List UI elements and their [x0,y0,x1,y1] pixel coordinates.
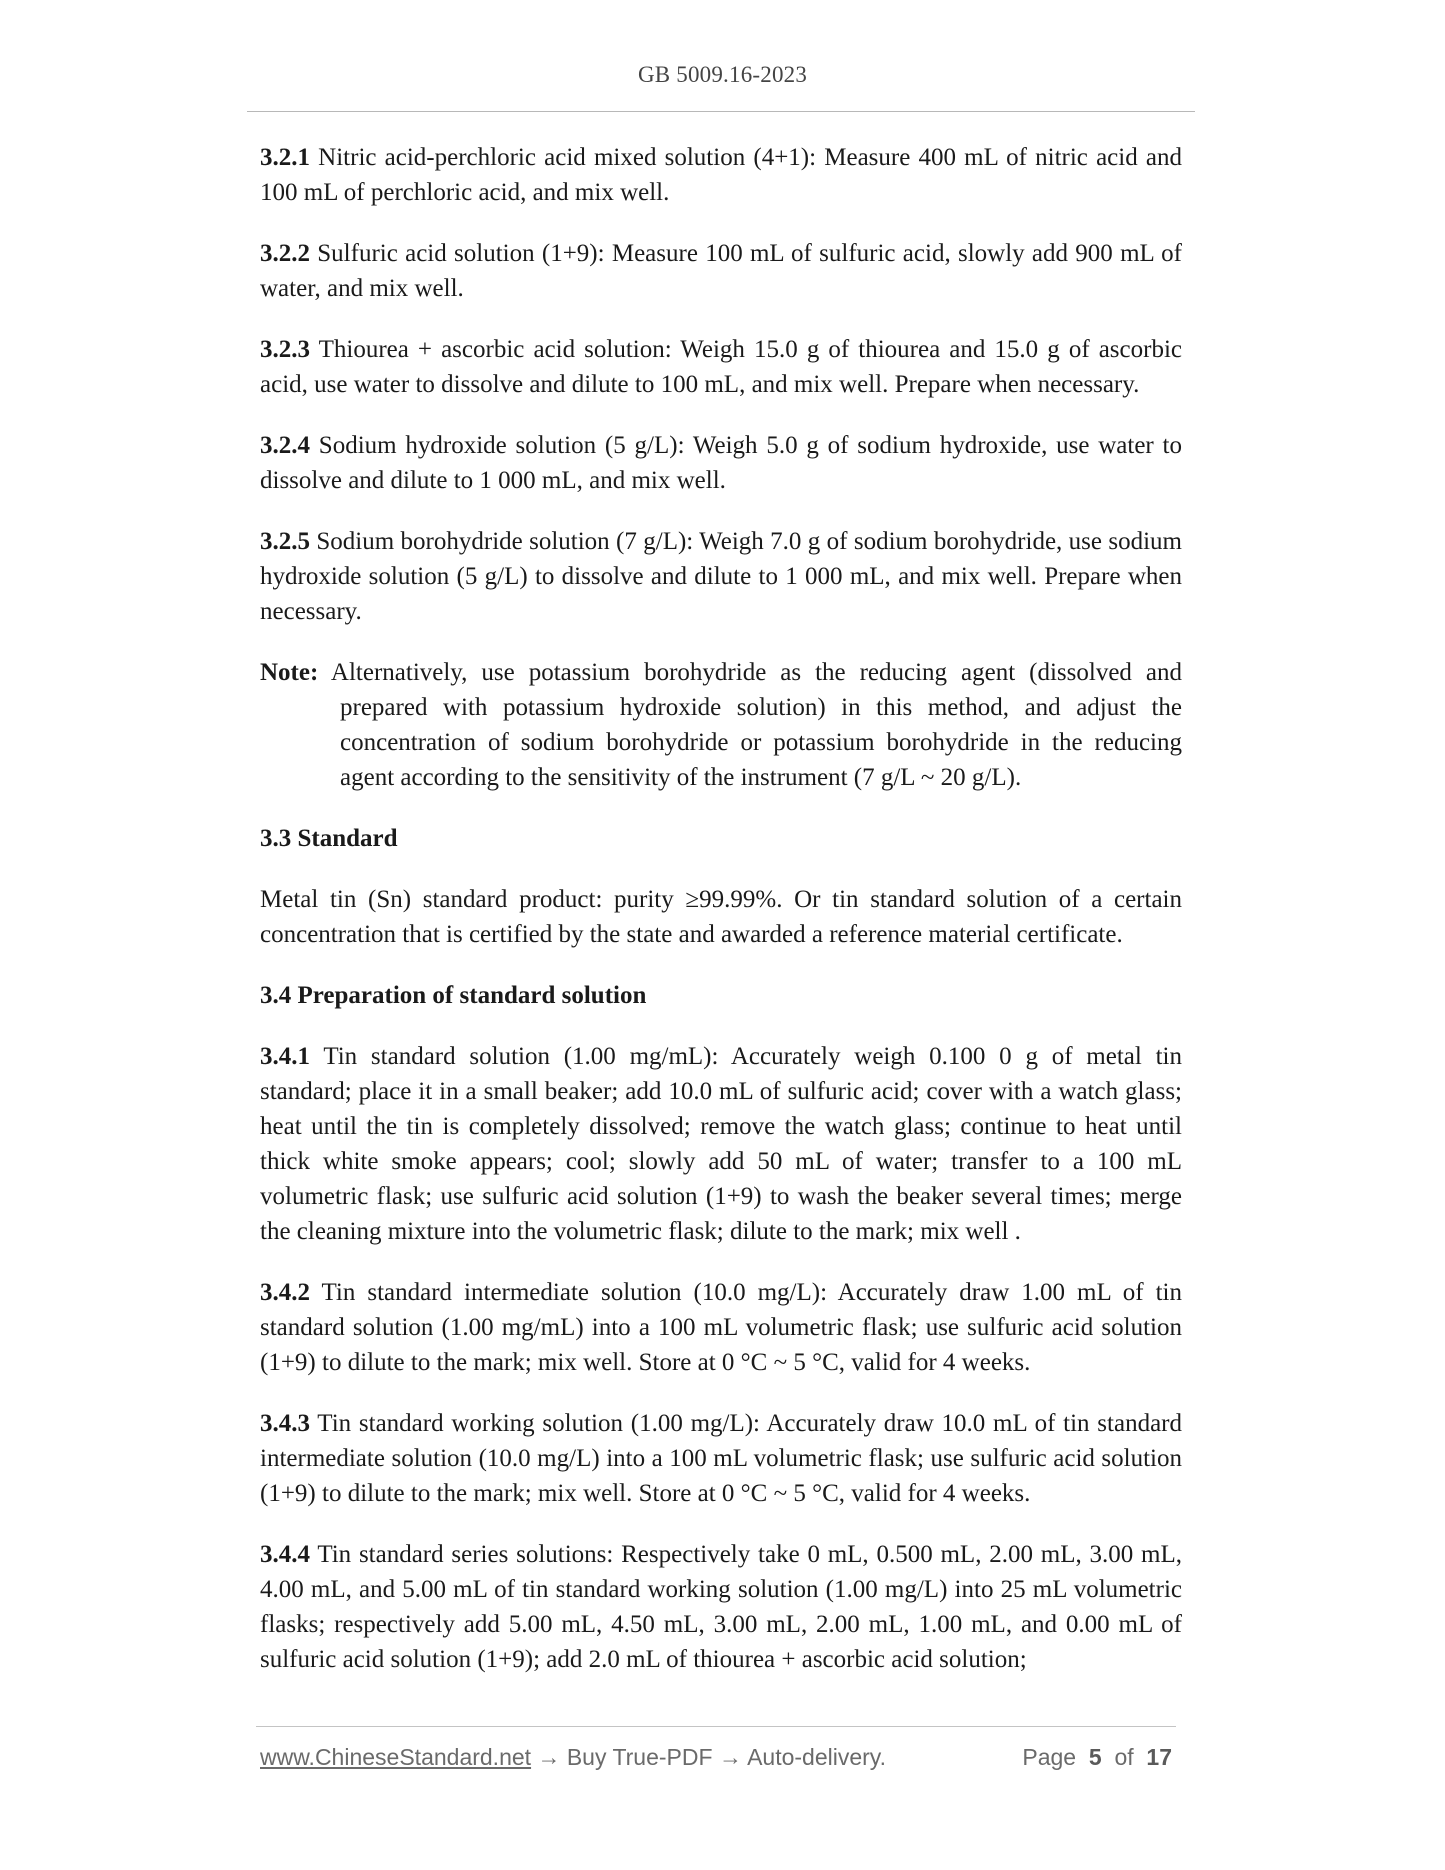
page-total: 17 [1146,1744,1172,1770]
section-3-2-5 [260,524,1182,629]
arrow-icon: → [531,1744,567,1770]
arrow-icon: → [712,1744,748,1770]
document-code: GB 5009.16-2023 [637,62,808,87]
page-word: Page [1022,1744,1077,1770]
section-3-2-1 [260,140,1182,210]
section-text: Tin standard solution (1.00 mg/mL): Accurately weigh 0.100 0 g of metal tin standard; place it in a small beaker; add 10.0 mL of sulfuric acid; cover with a watch glass; heat until the tin is completely dissolved; remove the watch glass; continue to heat until thick white smoke appears; cool; slowly add 50 mL of water; transfer to a 100 mL volumetric flask; use sulfuric acid solution (1+9) to wash the beaker several times; merge the cleaning mixture into the volumetric flask; dilute to the mark; mix well . [260,1043,1182,1245]
section-number: 3.2.4 [260,432,310,459]
page-number: 5 [1088,1744,1102,1770]
section-text: Sodium hydroxide solution (5 g/L): Weigh 5.0 g of sodium hydroxide, use water to dissolve and dilute to 1 000 mL, and mix well. [260,432,1182,494]
note-paragraph [260,655,1182,795]
section-number: 3.4.3 [260,1410,310,1437]
section-number: 3.4.4 [260,1541,310,1568]
section-text: Tin standard intermediate solution (10.0 mg/L): Accurately draw 1.00 mL of tin standard solution (1.00 mg/mL) into a 100 mL volumetric flask; use sulfuric acid solution (1+9) to dilute to the mark; mix well. Store at 0 °C ~ 5 °C, valid for 4 weeks. [260,1279,1182,1376]
section-3-3-text: Metal tin (Sn) standard product: purity ≥99.99%. Or tin standard solution of a certain concentration that is certified by the state and awarded a reference material certificate. [260,886,1182,948]
document-header [0,62,1445,88]
footer-divider [256,1726,1176,1727]
site-link[interactable]: www.ChineseStandard.net [260,1744,532,1770]
note-label: Note: [260,659,319,686]
footer-promo [260,1744,886,1771]
of-word: of [1114,1744,1134,1770]
section-number: 3.2.3 [260,336,310,363]
section-text: Sulfuric acid solution (1+9): Measure 100 mL of sulfuric acid, slowly add 900 mL of water, and mix well. [260,240,1182,302]
section-3-4-2 [260,1275,1182,1380]
page-indicator [1022,1744,1172,1771]
section-number: 3.2.2 [260,240,310,267]
note-text: Alternatively, use potassium borohydride as the reducing agent (dissolved and prepared with potassium hydroxide solution) in this method, and adjust the concentration of sodium borohydride or potassium borohydride in the reducing agent according to the sensitivity of the instrument (7 g/L ~ 20 g/L). [318,659,1182,791]
buy-pdf-link[interactable]: Buy True-PDF [566,1744,713,1770]
section-text: Tin standard series solutions: Respectively take 0 mL, 0.500 mL, 2.00 mL, 3.00 mL, 4.00 mL, and 5.00 mL of tin standard working solution (1.00 mg/L) into 25 mL volumetric flasks; respectively add 5.00 mL, 4.50 mL, 3.00 mL, 2.00 mL, 1.00 mL, and 0.00 mL of sulfuric acid solution (1+9); add 2.0 mL of thiourea + ascorbic acid solution; [260,1541,1182,1673]
auto-delivery-text: Auto-delivery. [747,1744,886,1770]
section-3-2-2 [260,236,1182,306]
section-3-4-4 [260,1537,1182,1677]
section-3-2-3 [260,332,1182,402]
section-3-4-1 [260,1039,1182,1249]
section-number: 3.2.1 [260,144,310,171]
section-number: 3.2.5 [260,528,310,555]
heading-3-4: 3.4 Preparation of standard solution [260,982,647,1009]
header-divider [247,111,1195,112]
section-number: 3.4.2 [260,1279,310,1306]
section-text: Sodium borohydride solution (7 g/L): Weigh 7.0 g of sodium borohydride, use sodium hydroxide solution (5 g/L) to dissolve and dilute to 1 000 mL, and mix well. Prepare when necessary. [260,528,1182,625]
section-text: Nitric acid-perchloric acid mixed solution (4+1): Measure 400 mL of nitric acid and 100 mL of perchloric acid, and mix well. [260,144,1182,206]
section-text: Thiourea + ascorbic acid solution: Weigh 15.0 g of thiourea and 15.0 g of ascorbic acid, use water to dissolve and dilute to 100 mL, and mix well. Prepare when necessary. [260,336,1182,398]
heading-3-3: 3.3 Standard [260,825,398,852]
section-3-4-3 [260,1406,1182,1511]
section-number: 3.4.1 [260,1043,310,1070]
document-body [260,140,1182,1703]
section-text: Tin standard working solution (1.00 mg/L): Accurately draw 10.0 mL of tin standard intermediate solution (10.0 mg/L) into a 100 mL volumetric flask; use sulfuric acid solution (1+9) to dilute to the mark; mix well. Store at 0 °C ~ 5 °C, valid for 4 weeks. [260,1410,1182,1507]
section-3-2-4 [260,428,1182,498]
